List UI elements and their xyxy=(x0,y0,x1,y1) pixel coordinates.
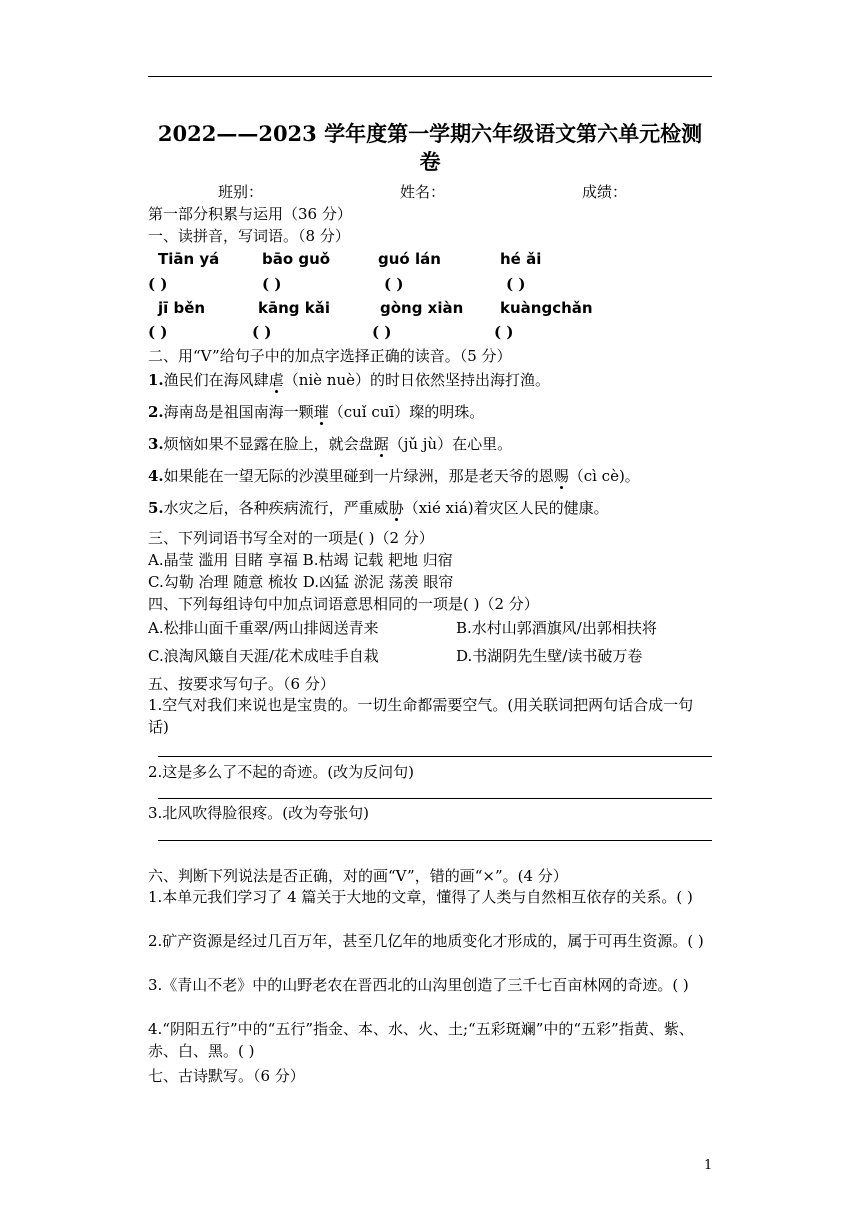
class-label: 班别： xyxy=(218,183,264,201)
name-label: 姓名： xyxy=(400,183,446,201)
part1-heading: 第一部分积累与运用（36 分） xyxy=(148,205,352,223)
q4-option-b: B.水村山郭酒旗风/出郭相扶将 xyxy=(456,619,657,637)
q4-option-d: D.书湖阴先生壁/读书破万卷 xyxy=(456,647,643,665)
answer-paren-3[interactable]: ( ) xyxy=(384,275,404,293)
q6-heading: 六、判断下列说法是否正确，对的画“V”，错的画“×”。(4 分） xyxy=(148,867,568,885)
q2-item-4: 4.如果能在一望无际的沙漠里碰到一片绿洲，那是老天爷的恩赐（cì cè)。 xyxy=(148,467,640,485)
q6-statement-2: 2.矿产资源是经过几百万年，甚至几亿年的地质变化才形成的，属于可再生资源。( ) xyxy=(148,932,704,950)
q5-heading: 五、按要求写句子。（6 分） xyxy=(148,675,335,693)
answer-paren-1[interactable]: ( ) xyxy=(148,275,168,293)
q5-sentence-1: 1.空气对我们来说也是宝贵的。一切生命都需要空气。(用关联词把两句话合成一句话) xyxy=(148,696,694,736)
pinyin-4: hé ǎi xyxy=(500,250,542,268)
q2-item-5: 5.水灾之后，各种疾病流行，严重威胁（xié xiá)着灾区人民的健康。 xyxy=(148,499,609,517)
page-number: 1 xyxy=(704,1158,713,1173)
q3-heading: 三、下列词语书写全对的一项是( )（2 分） xyxy=(148,529,434,547)
q5-sentence-2: 2.这是多么了不起的奇迹。(改为反问句) xyxy=(148,763,415,781)
q3-options-ab: A.晶莹 滥用 目睹 享福 B.枯竭 记载 耙地 归宿 xyxy=(148,551,453,569)
pinyin-8: kuàngchǎn xyxy=(500,299,593,317)
answer-paren-7[interactable]: ( ) xyxy=(372,323,392,341)
title-line-2: 卷 xyxy=(419,149,441,174)
q2-heading: 二、用“V”给句子中的加点字选择正确的读音。（5 分） xyxy=(148,347,512,365)
answer-paren-5[interactable]: ( ) xyxy=(148,323,168,341)
q2-item-3: 3.烦恼如果不显露在脸上，就会盘踞（jǔ jù）在心里。 xyxy=(148,435,513,453)
answer-paren-8[interactable]: ( ) xyxy=(494,323,514,341)
q6-statement-4: 4.“阴阳五行”中的“五行”指金、本、水、火、土;“五彩斑斓”中的“五彩”指黄、紫、赤、白、黑。( ) xyxy=(148,1020,694,1060)
q5-answer-line-3[interactable] xyxy=(158,840,712,841)
q6-statement-3: 3.《青山不老》中的山野老农在晋西北的山沟里创造了三千七百亩林网的奇迹。( ) xyxy=(148,976,689,994)
answer-paren-2[interactable]: ( ) xyxy=(262,275,282,293)
q4-heading: 四、下列每组诗句中加点词语意思相同的一项是( )（2 分） xyxy=(148,595,539,613)
q5-answer-line-1[interactable] xyxy=(158,756,712,757)
q3-options-cd: C.勾勒 冶理 随意 梳妆 D.凶猛 淤泥 荡羡 眼帘 xyxy=(148,573,454,591)
q7-heading: 七、古诗默写。（6 分） xyxy=(148,1067,305,1085)
q5-answer-line-2[interactable] xyxy=(158,798,712,799)
q4-option-c: C.浪淘风簸自天涯/花术成哇手自栽 xyxy=(148,647,379,665)
q2-item-1: 1.渔民们在海风肆虐（niè nuè）的时日依然坚持出海打渔。 xyxy=(148,371,551,389)
pinyin-7: gòng xiàn xyxy=(380,299,464,317)
pinyin-5: jī běn xyxy=(158,299,206,317)
q2-item-2: 2.海南岛是祖国南海一颗璀（cuǐ cuī）璨的明珠。 xyxy=(148,403,485,421)
answer-paren-6[interactable]: ( ) xyxy=(252,323,272,341)
q5-sentence-3: 3.北风吹得脸很疼。(改为夸张句) xyxy=(148,804,370,822)
pinyin-2: bāo guǒ xyxy=(262,250,331,268)
q4-option-a: A.松排山面千重翠/两山排闼送青来 xyxy=(148,619,379,637)
exam-title xyxy=(148,120,712,176)
score-label: 成绩： xyxy=(582,183,628,201)
header-rule xyxy=(148,76,712,77)
pinyin-6: kāng kǎi xyxy=(258,299,330,317)
pinyin-3: guó lán xyxy=(378,250,441,268)
answer-paren-4[interactable]: ( ) xyxy=(506,275,526,293)
title-line-1: 2022——2023 学年度第一学期六年级语文第六单元检测 xyxy=(157,121,703,146)
q1-heading: 一、读拼音，写词语。（8 分） xyxy=(148,227,350,245)
q6-statement-1: 1.本单元我们学习了 4 篇关于大地的文章，懂得了人类与自然相互依存的关系。( ) xyxy=(148,888,693,906)
pinyin-1: Tiān yá xyxy=(158,250,220,268)
